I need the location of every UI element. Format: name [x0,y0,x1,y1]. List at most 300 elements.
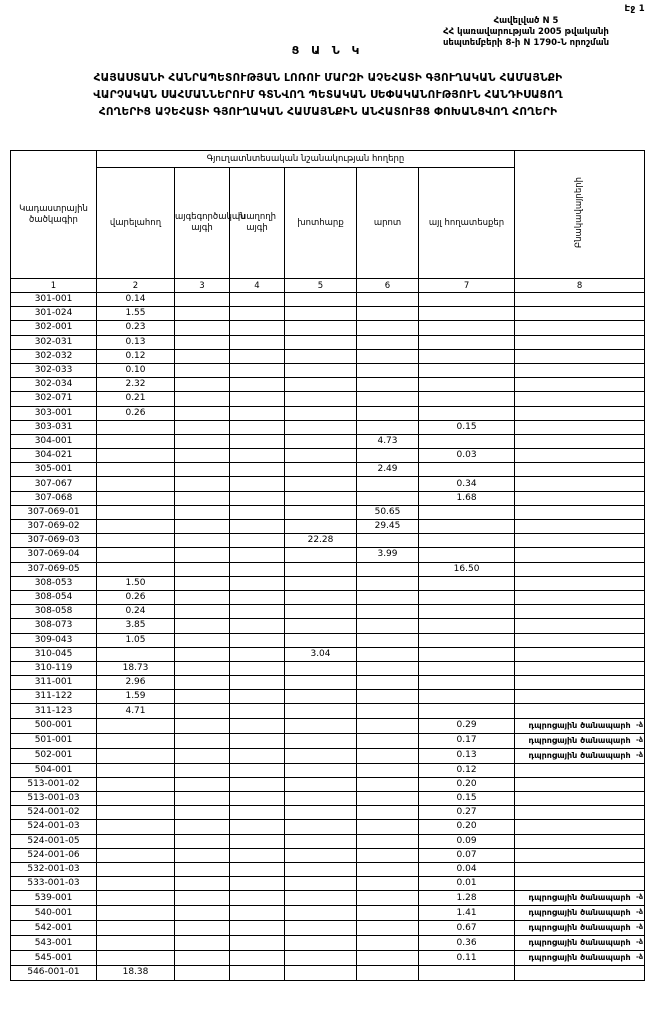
cell-arable [97,792,175,806]
cell-cadastral-code: 533-001-03 [11,877,97,891]
cell-other: 0.07 [419,848,515,862]
cell-hayfield [285,392,357,406]
cell-orchard [175,463,230,477]
cell-pasture [357,307,419,321]
cell-vineyard [230,792,285,806]
cell-hayfield [285,406,357,420]
cell-vineyard [230,605,285,619]
column-number-1: 1 [11,279,97,293]
cell-settlements-note [515,806,645,820]
cell-other [419,619,515,633]
settlements-note-text: դպրոցային ծանապարհ [528,893,631,903]
cell-hayfield [285,590,357,604]
table-row [11,363,645,377]
cell-vineyard [230,505,285,519]
cell-pasture [357,349,419,363]
cell-vineyard [230,307,285,321]
cell-cadastral-code: 543-001 [11,936,97,951]
settlements-note-text: դպրոցային ծանապարհ [528,938,631,948]
cell-hayfield [285,820,357,834]
cell-pasture [357,392,419,406]
table-row [11,733,645,748]
cell-pasture [357,293,419,307]
cell-vineyard [230,420,285,434]
cell-cadastral-code: 513-001-03 [11,792,97,806]
cell-arable: 0.13 [97,335,175,349]
cell-orchard [175,862,230,876]
column-number-6: 6 [357,279,419,293]
cell-cadastral-code: 546-001-01 [11,966,97,980]
cell-pasture [357,321,419,335]
table-row [11,335,645,349]
annex-line-1: Հավելված N 5 [493,16,559,26]
cell-arable [97,891,175,906]
cell-other [419,363,515,377]
cell-settlements-note [515,477,645,491]
cell-other [419,406,515,420]
cell-other: 0.15 [419,420,515,434]
cell-other [419,647,515,661]
cell-arable [97,921,175,936]
cell-other [419,605,515,619]
table-row [11,548,645,562]
cell-hayfield [285,520,357,534]
cell-hayfield [285,862,357,876]
cell-vineyard [230,293,285,307]
cell-cadastral-code: 504-001 [11,763,97,777]
settlements-note-suffix: -ձ [635,735,644,744]
cell-cadastral-code: 303-001 [11,406,97,420]
cell-hayfield [285,676,357,690]
table-row [11,406,645,420]
cell-vineyard [230,921,285,936]
table-row [11,690,645,704]
cell-vineyard [230,951,285,966]
cell-hayfield [285,378,357,392]
cell-other [419,293,515,307]
cell-hayfield [285,891,357,906]
column-header-settlements [515,151,645,279]
cell-cadastral-code: 545-001 [11,951,97,966]
cell-orchard [175,505,230,519]
cell-cadastral-code: 307-069-04 [11,548,97,562]
cell-cadastral-code: 302-001 [11,321,97,335]
cell-cadastral-code: 502-001 [11,748,97,763]
cell-arable [97,733,175,748]
cell-hayfield [285,463,357,477]
cell-cadastral-code: 307-069-05 [11,562,97,576]
cell-orchard [175,434,230,448]
cell-arable [97,936,175,951]
cell-hayfield: 22.28 [285,534,357,548]
cell-other: 1.28 [419,891,515,906]
cell-cadastral-code: 307-069-02 [11,520,97,534]
cell-other: 0.20 [419,777,515,791]
page-number: Էջ 1 [624,4,645,14]
cell-hayfield [285,718,357,733]
cell-cadastral-code: 308-058 [11,605,97,619]
cell-orchard [175,820,230,834]
cell-vineyard [230,562,285,576]
cell-cadastral-code: 500-001 [11,718,97,733]
table-row [11,605,645,619]
cell-pasture [357,733,419,748]
title-line-3: ՀՈՂԵՐԻՑ ԱՉԵՀԱՏԻ ԳՅՈՒՂԱԿԱՆ ՀԱՄԱՅՆՔԻՆ ԱՆՀԱՏՈՒՅՑ ՓՈԽԱՆՑՎՈՂ ՀՈՂԵՐԻ [98,106,558,118]
cell-cadastral-code: 309-043 [11,633,97,647]
table-row [11,392,645,406]
cell-cadastral-code: 302-033 [11,363,97,377]
cell-other [419,520,515,534]
table-row [11,792,645,806]
cell-vineyard [230,647,285,661]
annex-line-3: սեպտեմբերի 8-ի N 1790-Ն որոշման [442,38,610,48]
cell-orchard [175,562,230,576]
column-number-8: 8 [515,279,645,293]
cell-cadastral-code: 304-001 [11,434,97,448]
cell-hayfield [285,763,357,777]
cell-vineyard [230,777,285,791]
cell-pasture [357,363,419,377]
cell-pasture [357,966,419,980]
cell-settlements-note [515,936,645,951]
cell-arable: 0.10 [97,363,175,377]
table-row [11,378,645,392]
cell-orchard [175,619,230,633]
cell-orchard [175,848,230,862]
cell-settlements-note [515,307,645,321]
cell-other [419,378,515,392]
cell-settlements-note [515,349,645,363]
cell-cadastral-code: 307-068 [11,491,97,505]
settlements-note-suffix: -ձ [635,923,644,932]
cell-hayfield [285,491,357,505]
cell-arable: 3.85 [97,619,175,633]
cell-settlements-note [515,378,645,392]
cell-arable [97,862,175,876]
table-row [11,505,645,519]
cell-pasture [357,877,419,891]
cell-orchard [175,491,230,505]
cell-hayfield [285,293,357,307]
cell-vineyard [230,349,285,363]
cell-pasture [357,862,419,876]
cell-orchard [175,877,230,891]
cell-vineyard [230,733,285,748]
settlements-note-suffix: -ձ [635,938,644,947]
cell-orchard [175,936,230,951]
cell-vineyard [230,748,285,763]
cell-vineyard [230,392,285,406]
cell-cadastral-code: 307-069-03 [11,534,97,548]
settlements-note-suffix: -ձ [635,750,644,759]
cell-pasture [357,718,419,733]
cell-orchard [175,834,230,848]
cell-other [419,463,515,477]
cell-arable: 1.05 [97,633,175,647]
cell-vineyard [230,378,285,392]
table-row [11,619,645,633]
cell-arable: 1.59 [97,690,175,704]
table-row [11,704,645,718]
cell-vineyard [230,520,285,534]
cell-vineyard [230,891,285,906]
table-row [11,562,645,576]
cell-arable: 18.73 [97,661,175,675]
cell-other: 0.15 [419,792,515,806]
cell-cadastral-code: 524-001-03 [11,820,97,834]
cell-arable [97,647,175,661]
cell-pasture [357,676,419,690]
table-row [11,349,645,363]
table-body [11,293,645,981]
cell-other: 0.12 [419,763,515,777]
column-number-row [11,279,645,293]
cell-settlements-note [515,733,645,748]
cell-other [419,661,515,675]
cell-other [419,633,515,647]
cell-arable [97,820,175,834]
settlements-note-suffix: -ձ [635,720,644,729]
cell-cadastral-code: 308-053 [11,576,97,590]
cell-settlements-note [515,420,645,434]
table-row [11,748,645,763]
cell-hayfield [285,921,357,936]
cell-hayfield [285,777,357,791]
cell-arable [97,477,175,491]
cell-other: 0.36 [419,936,515,951]
cell-settlements-note [515,834,645,848]
cell-other: 1.41 [419,906,515,921]
cell-hayfield [285,792,357,806]
cell-other [419,335,515,349]
settlements-note-text: դպրոցային ծանապարհ [528,735,631,745]
cell-other [419,434,515,448]
cell-settlements-note [515,921,645,936]
cell-other [419,966,515,980]
cell-settlements-note [515,906,645,921]
cell-arable [97,449,175,463]
cell-pasture [357,704,419,718]
cell-pasture [357,936,419,951]
table-row [11,293,645,307]
cell-vineyard [230,862,285,876]
cell-pasture: 3.99 [357,548,419,562]
cell-vineyard [230,576,285,590]
cell-arable: 0.14 [97,293,175,307]
table-row [11,862,645,876]
settlements-note-text: դպրոցային ծանապարհ [528,720,631,730]
cell-other [419,349,515,363]
cell-pasture: 2.49 [357,463,419,477]
cell-other: 0.67 [419,921,515,936]
cell-vineyard [230,820,285,834]
title-line-2: ՎԱՐՉԱԿԱՆ ՍԱՀՄԱՆՆԵՐՈՒՄ ԳՏՆՎՈՂ ՊԵՏԱԿԱՆ ՍԵՓԱԿԱՆՈՒԹՅՈՒՆ ՀԱՆԴԻՍԱՑՈՂ [93,89,563,101]
cell-settlements-note [515,966,645,980]
cell-orchard [175,704,230,718]
cell-pasture [357,690,419,704]
cell-hayfield [285,848,357,862]
table-row [11,633,645,647]
cell-vineyard [230,619,285,633]
cell-settlements-note [515,661,645,675]
cell-settlements-note [515,877,645,891]
cell-vineyard [230,661,285,675]
cell-cadastral-code: 539-001 [11,891,97,906]
cell-cadastral-code: 308-073 [11,619,97,633]
cell-hayfield [285,335,357,349]
land-table [10,150,645,981]
settlements-note-text: դպրոցային ծանապարհ [528,908,631,918]
cell-cadastral-code: 311-123 [11,704,97,718]
cell-hayfield [285,936,357,951]
cell-vineyard [230,590,285,604]
cell-orchard [175,966,230,980]
cell-cadastral-code: 311-001 [11,676,97,690]
cell-orchard [175,548,230,562]
cell-arable [97,763,175,777]
cell-hayfield [285,605,357,619]
cell-arable: 0.24 [97,605,175,619]
cell-cadastral-code: 524-001-05 [11,834,97,848]
cell-hayfield [285,619,357,633]
cell-pasture [357,406,419,420]
column-number-7: 7 [419,279,515,293]
cell-orchard [175,420,230,434]
cell-pasture [357,378,419,392]
column-group-header-agricultural: Գյուղատնտեսական նշանակության հողերը [97,151,515,168]
cell-vineyard [230,718,285,733]
cell-hayfield [285,661,357,675]
cell-settlements-note [515,792,645,806]
cell-pasture [357,335,419,349]
cell-cadastral-code: 501-001 [11,733,97,748]
table-row [11,806,645,820]
cell-orchard [175,690,230,704]
cell-orchard [175,792,230,806]
cell-settlements-note [515,335,645,349]
cell-pasture [357,906,419,921]
cell-pasture [357,763,419,777]
table-row [11,763,645,777]
column-number-3: 3 [175,279,230,293]
cell-hayfield [285,548,357,562]
cell-arable: 2.96 [97,676,175,690]
cell-pasture [357,477,419,491]
cell-arable: 1.55 [97,307,175,321]
cell-orchard [175,363,230,377]
cell-pasture [357,777,419,791]
column-number-4: 4 [230,279,285,293]
title-line-1: ՀԱՅԱՍՏԱՆԻ ՀԱՆՐԱՊԵՏՈՒԹՅԱՆ ԼՈՌՈՒ ՄԱՐԶԻ ԱՉԵՀԱՏԻ ԳՅՈՒՂԱԿԱՆ ՀԱՄԱՅՆՔԻ [93,72,563,84]
cell-pasture [357,748,419,763]
cell-orchard [175,590,230,604]
cell-other: 0.29 [419,718,515,733]
cell-arable [97,877,175,891]
cell-other: 1.68 [419,491,515,505]
cell-hayfield [285,321,357,335]
cell-settlements-note [515,704,645,718]
cell-cadastral-code: 302-031 [11,335,97,349]
table-row [11,936,645,951]
cell-arable [97,534,175,548]
cell-settlements-note [515,763,645,777]
table-row [11,321,645,335]
cell-vineyard [230,877,285,891]
column-header-orchard: այգեգործական այգի [175,168,230,279]
cell-other: 16.50 [419,562,515,576]
cell-settlements-note [515,676,645,690]
cell-arable [97,848,175,862]
cell-orchard [175,661,230,675]
cell-other: 0.09 [419,834,515,848]
cell-pasture [357,792,419,806]
table-row [11,420,645,434]
cell-vineyard [230,477,285,491]
column-header-settlements-label: Բնակավայրերի [574,177,585,249]
cell-hayfield [285,806,357,820]
cell-pasture [357,891,419,906]
cell-other: 0.11 [419,951,515,966]
settlements-note-suffix: -ձ [635,893,644,902]
cell-pasture [357,491,419,505]
cell-orchard [175,576,230,590]
cell-orchard [175,406,230,420]
cell-hayfield [285,349,357,363]
column-header-vineyard: խաղողի այգի [230,168,285,279]
table-row [11,834,645,848]
cell-orchard [175,951,230,966]
cell-hayfield [285,562,357,576]
cell-arable [97,420,175,434]
cell-orchard [175,378,230,392]
cell-settlements-note [515,619,645,633]
cell-orchard [175,647,230,661]
cell-vineyard [230,806,285,820]
settlements-note-text: դպրոցային ծանապարհ [528,953,631,963]
cell-arable [97,505,175,519]
cell-orchard [175,748,230,763]
cell-other [419,690,515,704]
cell-hayfield [285,307,357,321]
cell-settlements-note [515,321,645,335]
table-row [11,520,645,534]
cell-orchard [175,449,230,463]
page-title [18,70,638,121]
cell-pasture [357,633,419,647]
cell-hayfield [285,690,357,704]
table-row [11,590,645,604]
table-row [11,463,645,477]
column-number-5: 5 [285,279,357,293]
cell-settlements-note [515,449,645,463]
cell-arable [97,806,175,820]
cell-other [419,505,515,519]
cell-vineyard [230,936,285,951]
cell-settlements-note [515,605,645,619]
cell-settlements-note [515,891,645,906]
table-row [11,718,645,733]
table-row [11,877,645,891]
cell-vineyard [230,763,285,777]
cell-settlements-note [515,951,645,966]
table-row [11,951,645,966]
cell-hayfield [285,877,357,891]
cell-pasture [357,951,419,966]
cell-hayfield [285,449,357,463]
cell-arable [97,906,175,921]
table-row [11,676,645,690]
table-row [11,307,645,321]
